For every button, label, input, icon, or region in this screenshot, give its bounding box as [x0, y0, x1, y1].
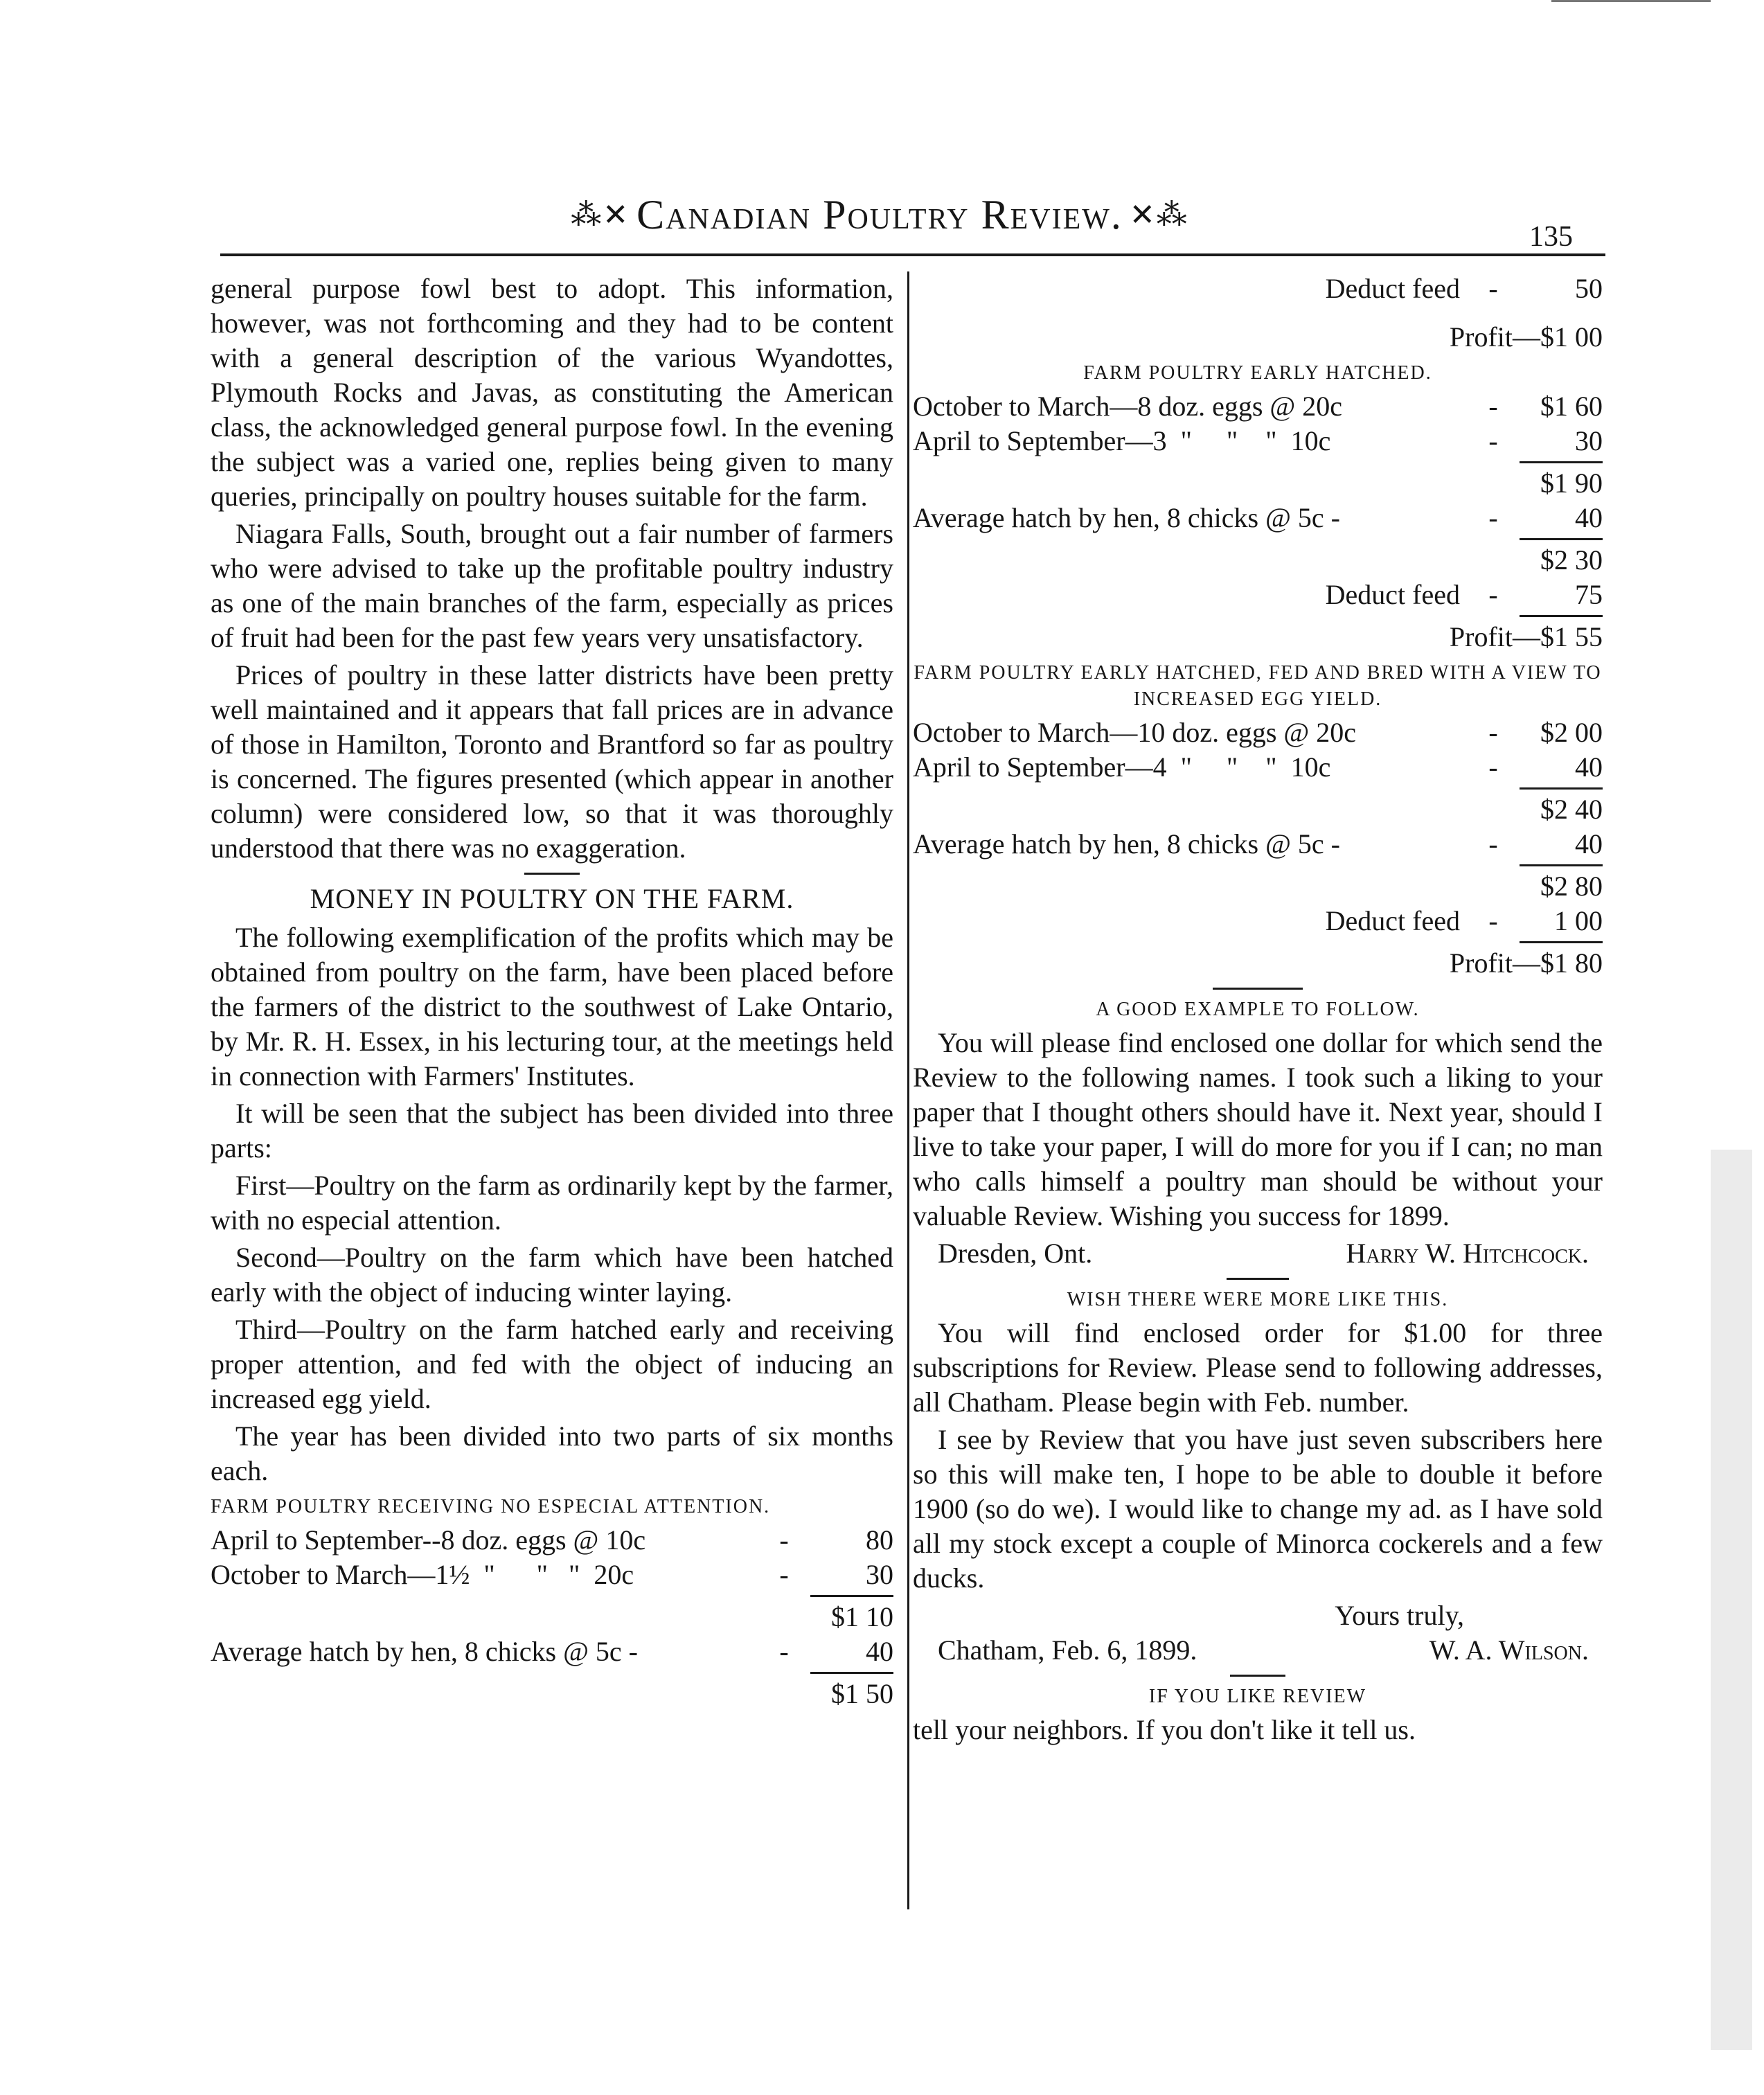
- row-dash: -: [1488, 905, 1498, 936]
- row-dash: -: [779, 1636, 789, 1667]
- row-label: Average hatch by hen, 8 chicks @ 5c -: [211, 1636, 638, 1667]
- paragraph: Third—Poultry on the farm hatched early and receiving proper attention, and fed with the object of inducing an increased egg yield.: [211, 1314, 893, 1414]
- sum-rule: [913, 938, 1603, 946]
- letter-heading: A GOOD EXAMPLE TO FOLLOW.: [1096, 999, 1420, 1020]
- sum-rule: [913, 862, 1603, 869]
- row-label: October to March—10 doz. eggs @ 20c: [913, 717, 1356, 748]
- table-row: [211, 1677, 893, 1711]
- section-rule: [1227, 1278, 1289, 1280]
- row-label: April to September—4 " " " 10c: [913, 751, 1331, 783]
- paragraph: The year has been divided into two parts of six months each.: [211, 1420, 893, 1486]
- letter-closing: Yours truly,: [1335, 1600, 1464, 1631]
- table-row: [913, 543, 1603, 578]
- row-dash: -: [779, 1559, 789, 1590]
- row-amount: 75: [1575, 579, 1603, 610]
- signature-line: [913, 1633, 1603, 1668]
- table-row: [913, 501, 1603, 535]
- paragraph: Niagara Falls, South, brought out a fair number of farmers who were advised to take up the profitable poultry industry as one of the main branches of the farm, especially as prices of fruit had been for the past few years very unsatisfactory.: [211, 518, 893, 653]
- row-label: October to March—8 doz. eggs @ 20c: [913, 391, 1342, 422]
- letter-signature: Harry W. Hitchcock.: [1346, 1238, 1589, 1269]
- row-amount: 50: [1575, 273, 1603, 304]
- sum-rule: [913, 458, 1603, 466]
- masthead-right-ornament: ✕⁂: [1129, 197, 1188, 232]
- page-number: 135: [1529, 221, 1573, 253]
- table-row: [913, 715, 1603, 750]
- table-row: [211, 1558, 893, 1592]
- row-amount: $2 30: [1540, 544, 1603, 576]
- row-amount: 30: [1575, 425, 1603, 456]
- footer-heading: IF YOU LIKE REVIEW: [1148, 1686, 1367, 1707]
- row-amount: $1 10: [831, 1601, 893, 1632]
- table-row: [913, 271, 1603, 306]
- row-dash: -: [1488, 717, 1498, 748]
- section-rule: [1213, 988, 1303, 990]
- right-column: [913, 271, 1603, 1750]
- row-amount: 40: [866, 1636, 893, 1667]
- table-row: [913, 904, 1603, 938]
- signature-line: [913, 1236, 1603, 1271]
- scan-mark: [1551, 0, 1711, 2]
- table-heading: FARM POULTRY RECEIVING NO ESPECIAL ATTENTION.: [211, 1496, 771, 1517]
- table-row: [913, 389, 1603, 424]
- paragraph: You will find enclosed order for $1.00 for three subscriptions for Review. Please send to following addresses, all Chatham. Please begin with Feb. number.: [913, 1317, 1603, 1418]
- table-heading: FARM POULTRY EARLY HATCHED.: [1083, 362, 1432, 384]
- letter-heading: WISH THERE WERE MORE LIKE THIS.: [1067, 1289, 1449, 1310]
- table-row: [913, 792, 1603, 827]
- row-dash: -: [1488, 425, 1498, 456]
- row-dash: -: [1488, 751, 1498, 783]
- masthead-title: Canadian Poultry Review.: [636, 191, 1123, 238]
- section-rule: [1230, 1675, 1285, 1677]
- table-row: [211, 1634, 893, 1669]
- letter-signature: W. A. Wilson.: [1429, 1634, 1589, 1666]
- row-amount: 40: [1575, 828, 1603, 859]
- table-heading: FARM POULTRY EARLY HATCHED, FED AND BRED WITH A VIEW TO INCREASED EGG YIELD.: [914, 662, 1602, 710]
- table-row: [211, 1600, 893, 1634]
- row-amount: $1 50: [831, 1678, 893, 1709]
- row-amount: $2 40: [1540, 794, 1603, 825]
- row-label: Deduct feed: [1325, 273, 1460, 304]
- row-amount: $1 60: [1540, 391, 1603, 422]
- paragraph: Second—Poultry on the farm which have been hatched early with the object of inducing winter laying.: [211, 1242, 893, 1308]
- row-label: Average hatch by hen, 8 chicks @ 5c -: [913, 828, 1340, 859]
- header-rule: [220, 253, 1605, 256]
- sum-rule: [211, 1669, 893, 1677]
- sum-rule: [913, 785, 1603, 792]
- sum-rule: [913, 612, 1603, 620]
- row-label: April to September--8 doz. eggs @ 10c: [211, 1524, 646, 1555]
- row-dash: -: [779, 1524, 789, 1555]
- row-dash: -: [1488, 273, 1498, 304]
- row-amount: 30: [866, 1559, 893, 1590]
- article-heading: MONEY IN POULTRY ON THE FARM.: [310, 883, 794, 914]
- table-row: [913, 827, 1603, 862]
- table-row: [913, 424, 1603, 458]
- sum-rule: [211, 1592, 893, 1600]
- masthead-left-ornament: ⁂✕: [571, 197, 630, 232]
- scan-edge-noise: [1711, 1150, 1752, 2050]
- section-rule: [524, 873, 580, 875]
- row-label: April to September—3 " " " 10c: [913, 425, 1331, 456]
- row-dash: -: [1488, 828, 1498, 859]
- row-amount: $2 00: [1540, 717, 1603, 748]
- profit-label: Profit—$1 55: [1449, 621, 1603, 652]
- sum-rule: [913, 535, 1603, 543]
- row-label: October to March—1½ " " " 20c: [211, 1559, 634, 1590]
- profit-row: [913, 320, 1603, 355]
- row-dash: -: [1488, 502, 1498, 533]
- footer-text: tell your neighbors. If you don't like it tell us.: [913, 1714, 1416, 1745]
- table-row: [913, 466, 1603, 501]
- row-amount: $2 80: [1540, 871, 1603, 902]
- row-amount: 40: [1575, 751, 1603, 783]
- column-divider: [907, 271, 909, 1909]
- masthead: [571, 186, 1188, 244]
- profit-row: [913, 620, 1603, 654]
- left-column: [211, 271, 893, 1711]
- row-label: Deduct feed: [1325, 579, 1460, 610]
- row-amount: 40: [1575, 502, 1603, 533]
- letter-place: Chatham, Feb. 6, 1899.: [938, 1634, 1197, 1666]
- row-label: Average hatch by hen, 8 chicks @ 5c -: [913, 502, 1340, 533]
- row-dash: -: [1488, 391, 1498, 422]
- table-row: [211, 1523, 893, 1558]
- paragraph: It will be seen that the subject has been divided into three parts:: [211, 1098, 893, 1164]
- row-amount: 80: [866, 1524, 893, 1555]
- table-row: [913, 869, 1603, 904]
- row-amount: 1 00: [1554, 905, 1603, 936]
- paragraph: Prices of poultry in these latter districts have been pretty well maintained and it appears that fall prices are in advance of those in Hamilton, Toronto and Brantford so far as poultry is concerned. The figures presented (which appear in another column) were considered low, so that it was thoroughly understood that there was no exaggeration.: [211, 659, 893, 864]
- row-dash: -: [1488, 579, 1498, 610]
- paragraph: The following exemplification of the profits which may be obtained from poultry on the farm, have been placed before the farmers of the district to the southwest of Lake Ontario, by Mr. R. H. Essex, in his lecturing tour, at the meetings held in connection with Farmers' Institutes.: [211, 922, 893, 1091]
- profit-label: Profit—$1 80: [1449, 947, 1603, 979]
- letter-place: Dresden, Ont.: [938, 1238, 1093, 1269]
- table-row: [913, 578, 1603, 612]
- paragraph: I see by Review that you have just seven subscribers here so this will make ten, I hope to be able to double it before 1900 (so do we). I would like to change my ad. as I have sold all my stock except a couple of Minorca cockerels and a few ducks.: [913, 1424, 1603, 1594]
- paragraph: general purpose fowl best to adopt. This information, however, was not forthcoming and they had to be content with a general description of the various Wyandottes, Plymouth Rocks and Javas, as constituting the American class, the acknowledged general purpose fowl. In the evening the subject was a varied one, replies being given to many queries, principally on poultry houses suitable for the farm.: [211, 273, 893, 512]
- profit-row: [913, 946, 1603, 981]
- row-amount: $1 90: [1540, 467, 1603, 499]
- table-row: [913, 750, 1603, 785]
- row-label: Deduct feed: [1325, 905, 1460, 936]
- paragraph: First—Poultry on the farm as ordinarily kept by the farmer, with no especial attention.: [211, 1170, 893, 1236]
- paragraph: You will please find enclosed one dollar for which send the Review to the following names. I took such a liking to your paper that I thought others should have it. Next year, should I live to take your paper, I will do more for you if I can; no man who calls himself a poultry man should be without your valuable Review. Wishing you success for 1899.: [913, 1027, 1603, 1231]
- profit-label: Profit—$1 00: [1449, 321, 1603, 353]
